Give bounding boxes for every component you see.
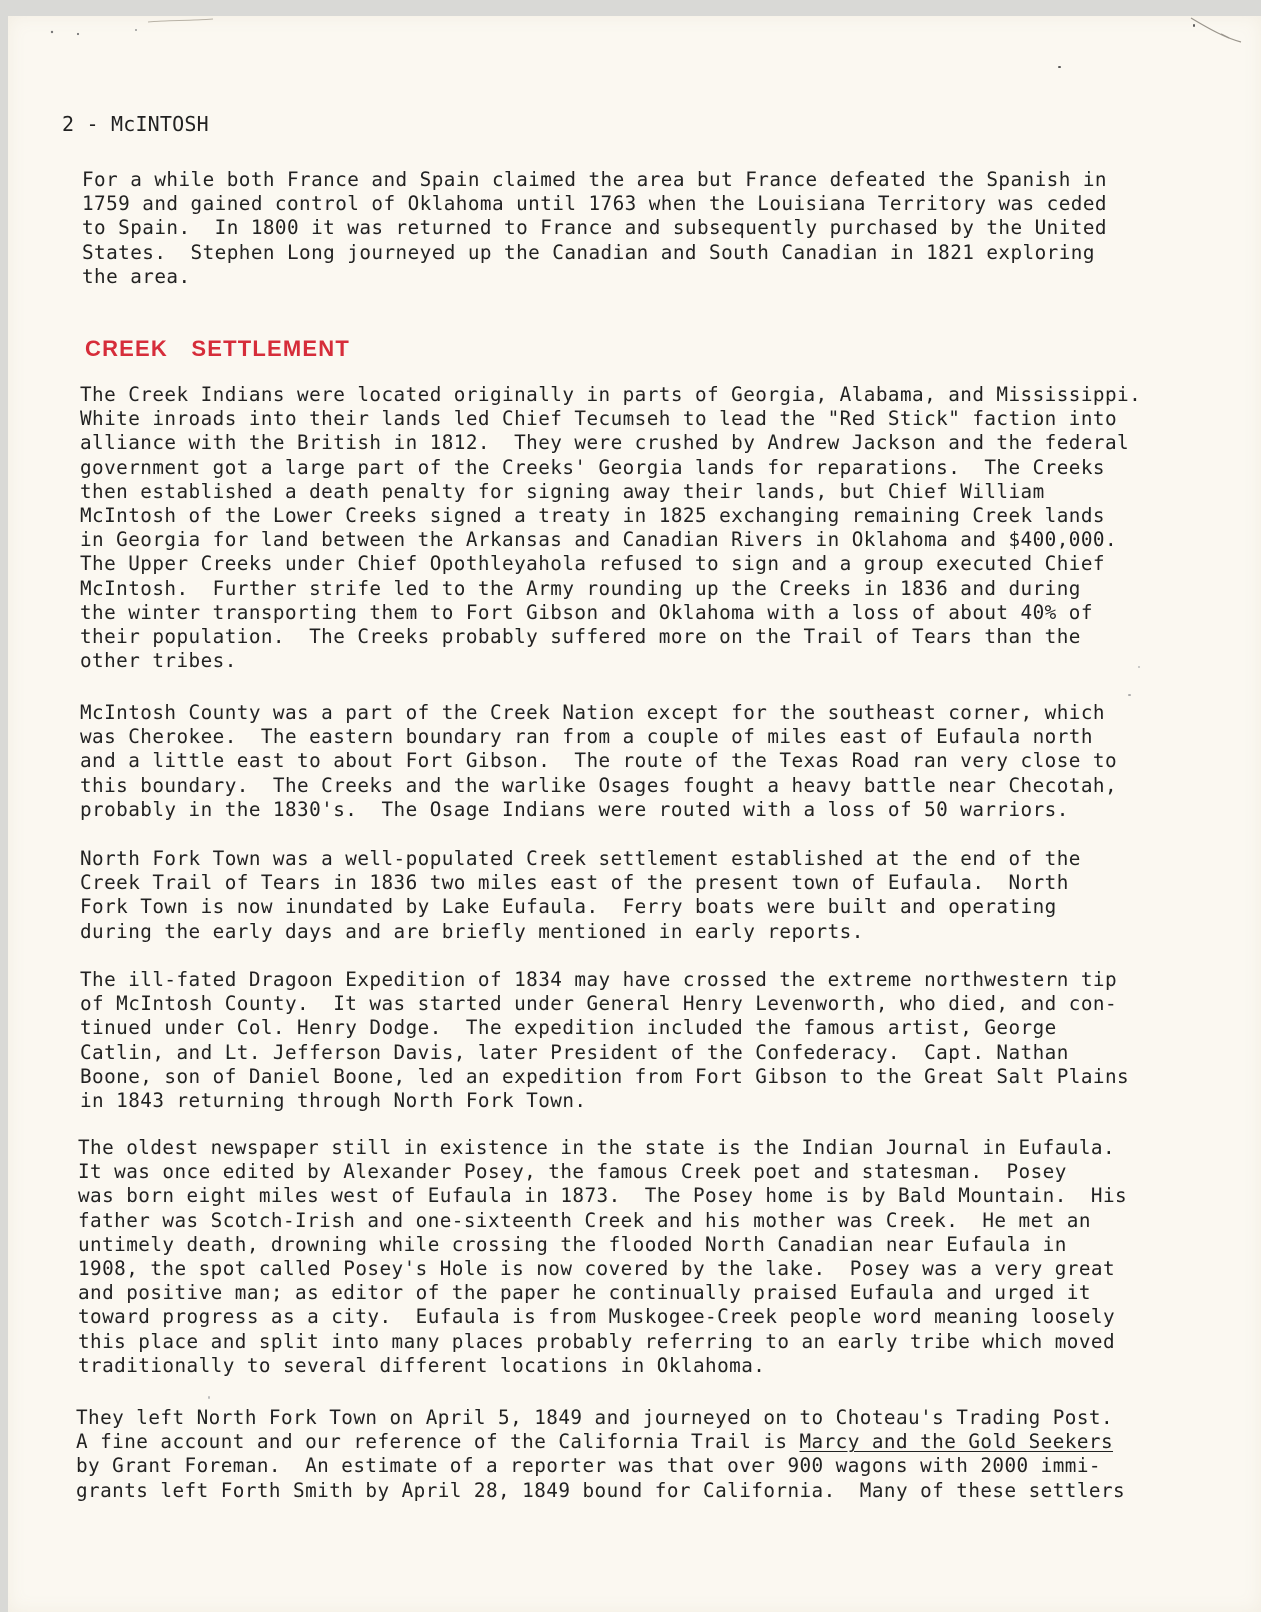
paragraph-indian-journal: The oldest newspaper still in existence in the state is the Indian Journal in Eufaula. It was once edited by Alexander Posey, the famous Creek poet and statesman. Posey was born eight miles west of Eufaula in 1873. The Posey home is by Bald Mountain. His father was Scotch-Irish and one-sixteenth Creek and his mother was Creek. He met an untimely death, drowning while crossing the flooded North Canadian near Eufaula in 1908, the spot called Posey's Hole is now covered by the lake. Posey was a very great and positive man; as editor of the paper he continually praised Eufaula and urged it toward progress as a city. Eufaula is from Muskogee-Creek people word meaning loosely this place and split into many places probably referring to an early tribe which moved traditionally to several different locations in Oklahoma. [78, 1136, 1128, 1377]
paper-speck [208, 1396, 210, 1399]
paragraph-dragoon-expedition: The ill-fated Dragoon Expedition of 1834 may have crossed the extreme northwestern tip of McIntosh County. It was started under General Henry Levenworth, who died, and con- tinued under Col. Henry Dodge. The expedition included the famous artist, George Catlin, and Lt. Jefferson Davis, later President of the Confederacy. Capt. Nathan Boone, son of Daniel Boone, led an expedition from Fort Gibson to the Great Salt Plains in 1843 returning through North Fork Town. [80, 968, 1130, 1113]
section-title-creek-settlement: CREEK SETTLEMENT [85, 336, 350, 361]
paper-speck [1058, 66, 1061, 68]
paper-smudge-mark [1101, 16, 1261, 56]
document-page [8, 16, 1261, 1612]
book-title-reference: Marcy and the Gold Seekers [799, 1430, 1114, 1454]
paragraph-california-trail [76, 1406, 1125, 1503]
paragraph-text-part: They left North Fork Town on April 5, 1849 and journeyed on to Choteau's Trading Post. A fine account and our reference of the California Trail is [76, 1406, 1114, 1454]
paper-speck [1138, 666, 1140, 668]
paragraph-mcintosh-county: McIntosh County was a part of the Creek Nation except for the southeast corner, which was Cherokee. The eastern boundary ran from a couple of miles east of Eufaula north and a little east to about Fort Gibson. The route of the Texas Road ran very close to this boundary. The Creeks and the warlike Osages fought a heavy battle near Checotah, probably in the 1830's. The Osage Indians were routed with a loss of 50 warriors. [80, 701, 1118, 821]
top-edge-marks [38, 18, 258, 38]
paper-speck [1193, 24, 1195, 27]
page-header: 2 - McINTOSH [62, 112, 209, 136]
paragraph-france-spain: For a while both France and Spain claimed the area but France defeated the Spanish in 1759 and gained control of Oklahoma until 1763 when the Louisiana Territory was ceded to Spain. In 1800 it was returned to France and subsequently purchased by the United States. Stephen Long journeyed up the Canadian and South Canadian in 1821 exploring the area. [82, 168, 1107, 288]
paper-speck [1128, 694, 1131, 696]
paragraph-creek-indians: The Creek Indians were located originally in parts of Georgia, Alabama, and Mississippi. White inroads into their lands led Chief Tecumseh to lead the "Red Stick" faction into alliance with the British in 1812. They were crushed by Andrew Jackson and the federal government got a large part of the Creeks' Georgia lands for reparations. The Creeks then established a death penalty for signing away their lands, but Chief William McIntosh of the Lower Creeks signed a treaty in 1825 exchanging remaining Creek lands in Georgia for land between the Arkansas and Canadian Rivers in Oklahoma and $400,000. The Upper Creeks under Chief Opothleyahola refused to sign and a group executed Chief McIntosh. Further strife led to the Army rounding up the Creeks in 1836 and during the winter transporting them to Fort Gibson and Oklahoma with a loss of about 40% of their population. The Creeks probably suffered more on the Trail of Tears than the other tribes. [80, 383, 1142, 673]
paragraph-north-fork-town: North Fork Town was a well-populated Creek settlement established at the end of the Creek Trail of Tears in 1836 two miles east of the present town of Eufaula. North Fork Town is now inundated by Lake Eufaula. Ferry boats were built and operating during the early days and are briefly mentioned in early reports. [80, 847, 1081, 943]
paragraph-text-part: by Grant Foreman. An estimate of a reporter was that over 900 wagons with 2000 immi- grants left Forth Smith by April 28, 1849 bound for California. Many of these settlers [76, 1454, 1126, 1502]
